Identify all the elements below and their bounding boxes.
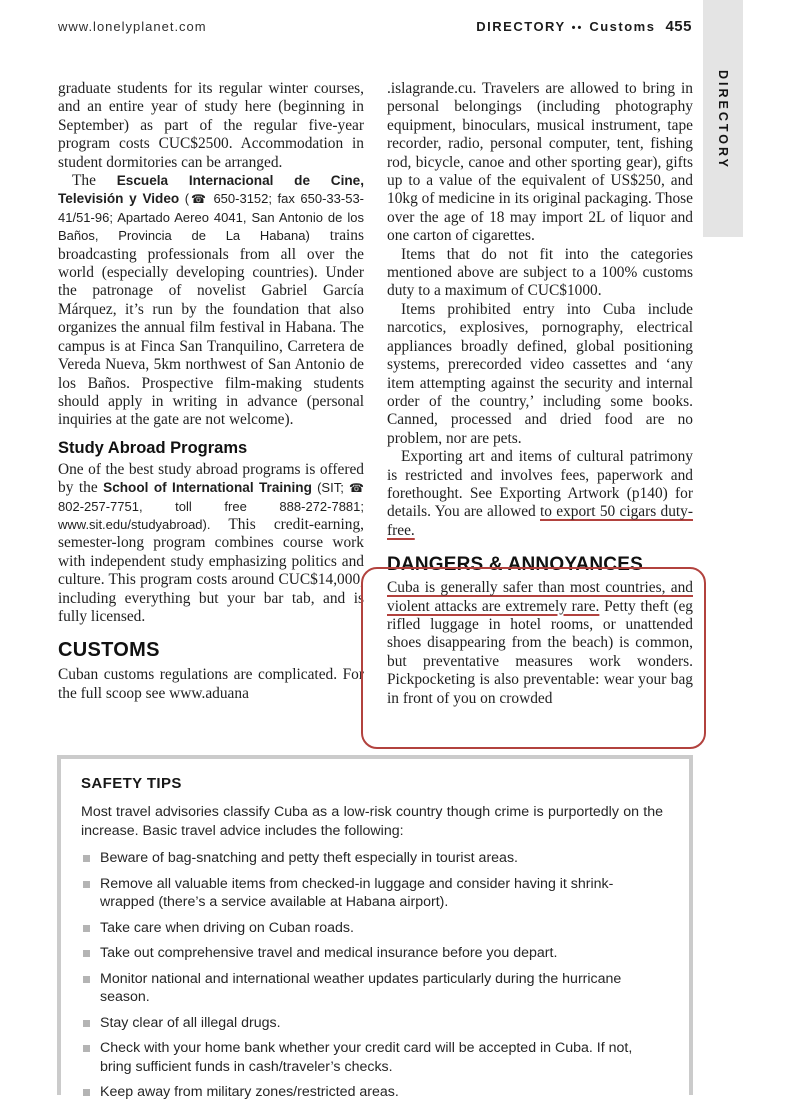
red-underlined-text: to export 50 cigars duty-free. [387,503,693,539]
sit-name: School of International Training [103,480,312,496]
list-item: Stay clear of all illegal drugs. [81,1014,663,1033]
paragraph: Items that do not fit into the categories mentioned above are subject to a 100% customs duty to a maximum of CUC$1000. [387,245,693,300]
page-body [58,80,693,708]
site-url: www.lonelyplanet.com [58,19,207,34]
escuela-contact: 650-3152; fax 650-33-53-41/51-96; Apartado Aereo 4041, San Antonio de los Baños, Provincia de La Habana) [58,191,365,244]
separator-dots: •• [571,22,584,34]
right-column [387,80,693,708]
paragraph: graduate students for its regular winter courses, and an entire year of study here (beginning in September) as part of the regular five-year program costs CUC$2500. Accommodation in student dormitories can be arranged. [58,80,364,171]
red-underlined-text: Cuba is generally safer than most countries, and violent attacks are extremely rare. [387,579,693,615]
left-column [58,80,364,708]
heading-customs: CUSTOMS [58,639,160,662]
list-item: Remove all valuable items from checked-in luggage and consider having it shrink-wrapped (there’s a service available at Habana airport). [81,875,663,912]
square-bullet-icon [83,925,90,932]
directory-chapter-tab [703,0,743,237]
phone-icon: ☎ [349,481,364,496]
page-header [58,18,692,35]
paragraph: .islagrande.cu. Travelers are allowed to bring in personal belongings (including photography equipment, binoculars, musical instrument, tape recorder, radio, personal computer, tent, fishing rod, bicycle, canoe and other sporting gear), gifts up to a value of the equivalent of US$250, and 10kg of medicine in its original packaging. Those over the age of 18 may import 2L of liquor and one carton of cigarettes. [387,80,693,245]
list-item: Keep away from military zones/restricted areas. [81,1083,663,1102]
phone-icon: ☎ [189,192,208,207]
list-item: Monitor national and international weather updates particularly during the hurricane season. [81,970,663,1007]
heading-dangers-annoyances: DANGERS & ANNOYANCES [387,554,643,576]
list-item: Beware of bag-snatching and petty theft especially in tourist areas. [81,849,663,868]
paragraph: One of the best study abroad programs is offered by the School of International Training (SIT; ☎ 802-257-7751, toll free 888-272-7881; www.sit.edu/studyabroad). This credit-earning, semester-long program combines course work with independent study emphasizing politics and culture. This program costs around CUC$14,000, including everything but your bar tab, and is fully licensed. [58,460,364,625]
escuela-name: Escuela Internacional de Cine, Televisión y Video [58,173,365,207]
safety-tips-box [57,755,693,1100]
running-head-section: DIRECTORY [476,19,566,34]
square-bullet-icon [83,1020,90,1027]
paragraph: The Escuela Internacional de Cine, Televisión y Video (☎ 650-3152; fax 650-33-53-41/51-96; Apartado Aereo 4041, San Antonio de los Baños, Provincia de La Habana) trains broadcasting professionals from all over the world (especially developing countries). Under the patronage of novelist Gabriel García Márquez, it’s run by the foundation that also organizes the annual film festival in Habana. The campus is at Finca San Tranquilino, Carretera de Vereda Nueva, 5km northwest of San Antonio de los Baños. Prospective film-making students should apply in writing in advance (personal inquiries at the gate are not welcome). [58,172,365,429]
page-number: 455 [665,18,692,35]
directory-chapter-tab-label: DIRECTORY [716,70,730,170]
dangers-paragraph: Cuba is generally safer than most countries, and violent attacks are extremely rare. Petty theft (eg rifled luggage in hotel rooms, or unattended shoes disappearing from the beach) is common, but preventative measures work wonders. Pickpocketing is also preventable: wear your bag in front of you on crowded [387,579,693,707]
square-bullet-icon [83,855,90,862]
sit-contact: 802-257-7751, toll free 888-272-7881; www.sit.edu/studyabroad). [58,498,364,532]
safety-intro: Most travel advisories classify Cuba as a low-risk country though crime is purportedly on the increase. Basic travel advice includes the following: [81,804,663,839]
list-item: Take care when driving on Cuban roads. [81,919,663,938]
safety-bullet-list [81,849,663,1102]
paragraph: Items prohibited entry into Cuba include narcotics, explosives, pornography, electrical appliances broadly defined, global positioning systems, prerecorded video cassettes and ‘any item attempting against the security and internal order of the country,’ including some books. Canned, processed and dried food are no problem, nor are pets. [387,300,693,447]
square-bullet-icon [83,950,90,957]
paragraph: Exporting art and items of cultural patrimony is restricted and involves fees, paperwork and forethought. See Exporting Artwork (p140) for details. You are allowed to export 50 cigars duty-free. [387,448,693,539]
square-bullet-icon [83,1089,90,1096]
list-item: Take out comprehensive travel and medical insurance before you depart. [81,944,663,963]
heading-safety-tips: SAFETY TIPS [81,775,182,792]
heading-study-abroad-programs: Study Abroad Programs [58,438,248,457]
running-head [476,18,692,35]
square-bullet-icon [83,881,90,888]
running-head-subsection: Customs [589,19,656,34]
square-bullet-icon [83,976,90,983]
paragraph: Cuban customs regulations are complicated. For the full scoop see www.aduana [58,666,364,702]
square-bullet-icon [83,1045,90,1052]
list-item: Check with your home bank whether your credit card will be accepted in Cuba. If not, bring sufficient funds in cash/traveler’s checks. [81,1039,663,1076]
